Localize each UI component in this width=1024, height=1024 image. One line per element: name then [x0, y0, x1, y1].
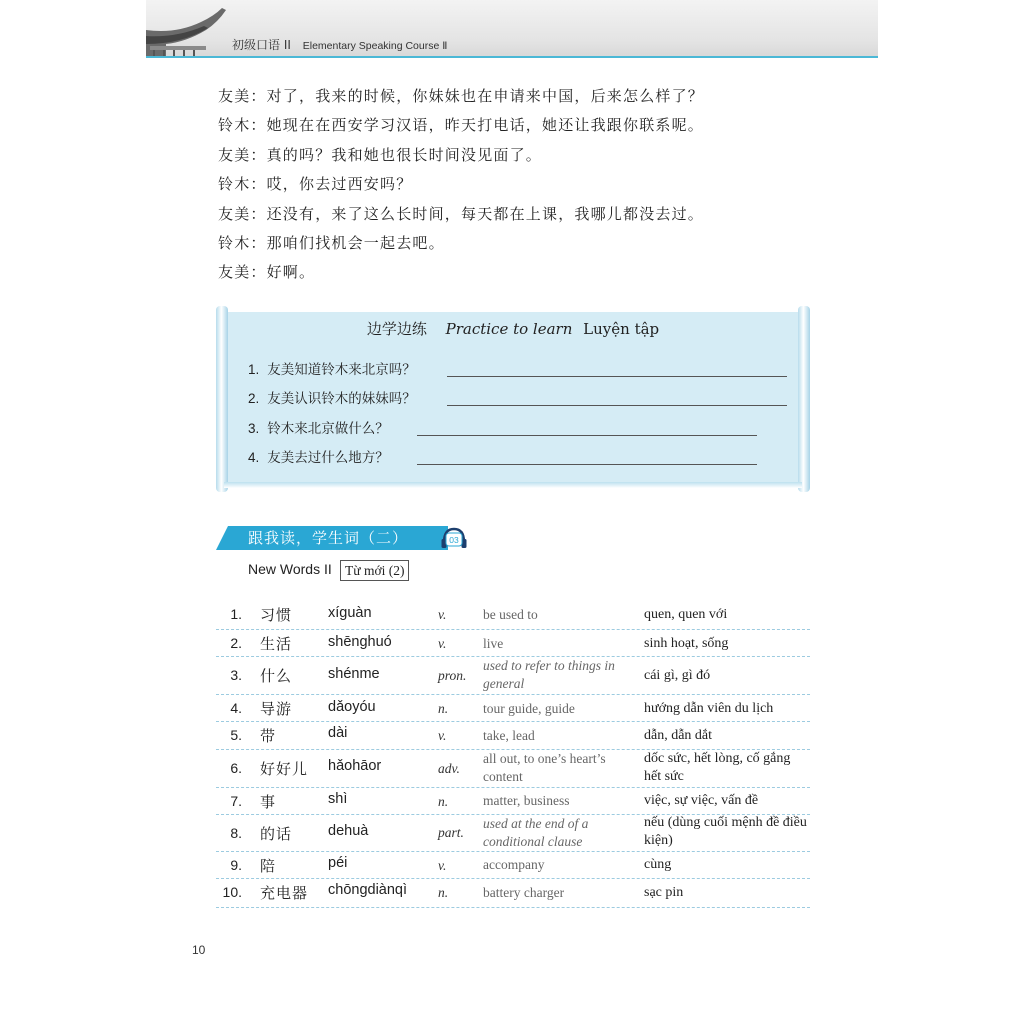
- word-part-of-speech: v.: [438, 858, 447, 873]
- word-vietnamese: dốc sức, hết lòng, cố gắng hết sức: [644, 751, 791, 784]
- word-pinyin: péi: [328, 855, 348, 871]
- dialogue-line: 铃木：那咱们找机会一起去吧。: [218, 233, 445, 252]
- header-title-en: Elementary Speaking Course Ⅱ: [302, 40, 448, 52]
- section-banner-text: 跟我读，学生词（二）: [248, 529, 409, 547]
- word-vietnamese: sạc pin: [644, 885, 684, 900]
- word-chinese: 带: [260, 727, 277, 745]
- practice-question: 2. 友美认识铃木的妹妹吗？: [248, 391, 416, 407]
- word-vietnamese: nếu (dùng cuối mệnh đề điều kiện): [644, 815, 807, 848]
- word-part-of-speech: adv.: [438, 761, 460, 776]
- word-part-of-speech: n.: [438, 885, 449, 900]
- speaker: 铃木: [218, 233, 251, 252]
- word-vietnamese: sinh hoạt, sống: [644, 636, 729, 651]
- word-part-of-speech: v.: [438, 607, 447, 622]
- line-text: 好啊。: [266, 263, 316, 282]
- word-vietnamese: dẫn, dẫn dắt: [644, 728, 713, 743]
- word-english: battery charger: [483, 885, 565, 900]
- line-text: 真的吗？我和她也很长时间没见面了。: [266, 145, 543, 164]
- header-divider: [146, 56, 878, 58]
- word-pinyin: hǎohāor: [328, 758, 382, 774]
- word-number: 2.: [230, 635, 242, 651]
- word-chinese: 导游: [260, 700, 293, 718]
- practice-title-vi: Luyện tập: [583, 320, 660, 338]
- word-row: [216, 721, 810, 750]
- word-chinese: 好好儿: [260, 760, 309, 778]
- word-row: [216, 694, 810, 722]
- word-chinese: 的话: [260, 825, 293, 843]
- answer-line: [417, 464, 757, 465]
- practice-title: [216, 318, 810, 339]
- speaker: 友美: [218, 145, 251, 164]
- dialogue-line: 友美：真的吗？我和她也很长时间没见面了。: [218, 145, 543, 164]
- speaker: 铃木: [218, 175, 251, 194]
- word-chinese: 充电器: [260, 884, 309, 902]
- word-row: [216, 656, 810, 695]
- audio-track-number: 03: [449, 535, 459, 545]
- word-row: [216, 629, 810, 657]
- word-pinyin: chōngdiànqì: [328, 882, 408, 898]
- answer-line: [447, 376, 787, 377]
- speaker: 友美: [218, 263, 251, 282]
- word-number: 8.: [230, 825, 242, 841]
- practice-question: 3. 铃木来北京做什么？: [248, 421, 389, 437]
- word-vietnamese: việc, sự việc, vấn đề: [644, 793, 759, 808]
- word-chinese: 陪: [260, 857, 277, 875]
- word-pinyin: dài: [328, 725, 348, 741]
- word-chinese: 什么: [260, 667, 293, 685]
- word-english: live: [483, 636, 504, 651]
- pagoda-roof-illustration: [146, 0, 236, 56]
- practice-question: 4. 友美去过什么地方？: [248, 450, 389, 466]
- word-chinese: 生活: [260, 635, 293, 653]
- word-number: 5.: [230, 727, 242, 743]
- line-text: 对了，我来的时候，你妹妹也在申请来中国，后来怎么样了？: [266, 87, 705, 105]
- word-chinese: 事: [260, 793, 277, 811]
- word-row: [216, 851, 810, 879]
- practice-title-en: Practice to learn: [445, 320, 573, 338]
- word-row: [216, 814, 810, 852]
- speaker: 友美: [218, 204, 251, 223]
- word-number: 10.: [222, 884, 242, 900]
- line-text: 哎，你去过西安吗？: [266, 175, 413, 194]
- dialogue-line: 铃木：哎，你去过西安吗？: [218, 175, 413, 194]
- word-english: tour guide, guide: [483, 701, 575, 716]
- word-vietnamese: cái gì, gì đó: [644, 668, 711, 683]
- word-part-of-speech: n.: [438, 701, 449, 716]
- word-row: [216, 878, 810, 908]
- word-vietnamese: cùng: [644, 857, 672, 872]
- dialogue: [218, 82, 778, 288]
- word-pinyin: shénme: [328, 666, 380, 682]
- dialogue-line: 友美：好啊。: [218, 263, 316, 282]
- word-vietnamese: hướng dẫn viên du lịch: [644, 701, 774, 716]
- word-number: 4.: [230, 700, 242, 716]
- dialogue-line: 友美：对了，我来的时候，你妹妹也在申请来中国，后来怎么样了？: [218, 87, 705, 105]
- headphones-audio-icon[interactable]: [440, 526, 468, 550]
- word-pinyin: shì: [328, 791, 348, 807]
- word-row: [216, 600, 810, 630]
- speaker: 友美: [218, 87, 251, 105]
- dialogue-line: 铃木：她现在在西安学习汉语，昨天打电话，她还让我跟你联系呢。: [218, 116, 705, 135]
- practice-box: [216, 306, 810, 492]
- speaker: 铃木: [218, 116, 251, 135]
- page-number: 10: [192, 943, 206, 957]
- word-english: accompany: [483, 857, 545, 872]
- word-part-of-speech: v.: [438, 636, 447, 651]
- word-number: 9.: [230, 857, 242, 873]
- word-number: 1.: [230, 606, 242, 622]
- new-words-title: New Words II: [248, 561, 332, 577]
- line-text: 她现在在西安学习汉语，昨天打电话，她还让我跟你联系呢。: [266, 116, 705, 135]
- word-pinyin: dehuà: [328, 823, 369, 839]
- word-number: 7.: [230, 793, 242, 809]
- word-english: used to refer to things in general: [483, 658, 615, 691]
- new-words-title-vi: Từ mới (2): [340, 560, 409, 581]
- word-english: take, lead: [483, 728, 535, 743]
- word-part-of-speech: pron.: [438, 668, 467, 683]
- dialogue-line: 友美：还没有，来了这么长时间，每天都在上课，我哪儿都没去过。: [218, 204, 705, 223]
- word-pinyin: dǎoyóu: [328, 699, 376, 715]
- word-english: matter, business: [483, 793, 570, 808]
- word-row: [216, 749, 810, 788]
- practice-title-cn: 边学边练: [366, 320, 427, 338]
- word-row: [216, 787, 810, 815]
- header-title-cn: 初级口语 II: [232, 38, 291, 52]
- answer-line: [417, 435, 757, 436]
- answer-line: [447, 405, 787, 406]
- word-pinyin: xíguàn: [328, 605, 372, 621]
- line-text: 还没有，来了这么长时间，每天都在上课，我哪儿都没去过。: [266, 204, 705, 223]
- word-english: used at the end of a conditional clause: [483, 816, 589, 849]
- word-part-of-speech: part.: [438, 825, 464, 840]
- word-part-of-speech: n.: [438, 794, 449, 809]
- line-text: 那咱们找机会一起去吧。: [266, 233, 445, 252]
- word-pinyin: shēnghuó: [328, 634, 392, 650]
- practice-question: 1. 友美知道铃木来北京吗？: [248, 362, 416, 378]
- word-part-of-speech: v.: [438, 728, 447, 743]
- word-number: 6.: [230, 760, 242, 776]
- page-header: [146, 0, 878, 58]
- word-vietnamese: quen, quen với: [644, 607, 728, 622]
- header-title: [232, 36, 447, 53]
- word-english: be used to: [483, 607, 538, 622]
- word-number: 3.: [230, 667, 242, 683]
- word-chinese: 习惯: [260, 606, 293, 624]
- word-english: all out, to one’s heart’s content: [483, 751, 606, 784]
